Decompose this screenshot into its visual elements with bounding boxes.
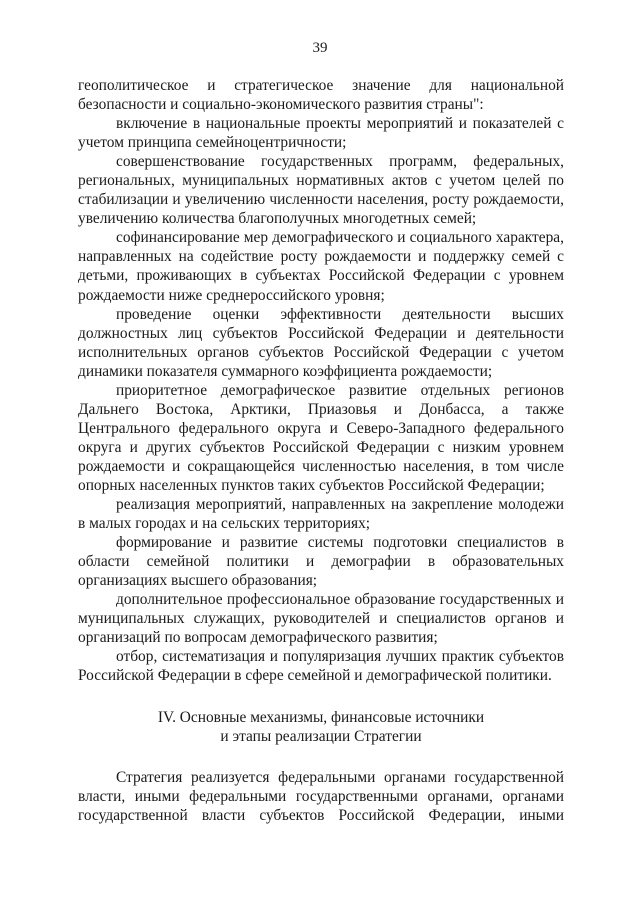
closing-paragraph: Стратегия реализуется федеральными органами государственной власти, иными федеральными государственными органами, органами государственной власти субъектов Российской Федерации, иными [78,769,564,825]
section-heading-line-1: IV. Основные механизмы, финансовые источники [157,709,485,726]
list-item: совершенствование государственных программ, федеральных, региональных, муниципальных нормативных актов с учетом целей по стабилизации и увеличению численности населения, росту рождаемости, увеличению количества благополучных многодетных семей; [78,153,564,228]
list-item: включение в национальные проекты мероприятий и показателей с учетом принципа семейноцентричности; [78,115,564,152]
list-body [78,76,564,686]
section-heading-line-2: и этапы реализации Стратегии [220,728,422,746]
list-item: дополнительное профессиональное образование государственных и муниципальных служащих, руководителей и специалистов органов и организаций по вопросам демографического развития; [78,591,564,647]
section-body [78,768,564,825]
list-item: софинансирование мер демографического и социального характера, направленных на содействие росту рождаемости и поддержку семей с детьми, проживающих в субъектах Российской Федерации с уровнем рождаемости ниже среднероссийского уровня; [78,229,564,304]
list-item: реализация мероприятий, направленных на закрепление молодежи в малых городах и на сельских территориях; [78,496,564,533]
paragraph-continuation: геополитическое и стратегическое значение для национальной безопасности и социально-экономического развития страны": [78,77,564,114]
list-item: проведение оценки эффективности деятельности высших должностных лиц субъектов Российской Федерации и деятельности исполнительных органов субъектов Российской Федерации с учетом динамики показателя суммарного коэффициента рождаемости; [78,305,564,380]
list-item: отбор, систематизация и популяризация лучших практик субъектов Российской Федерации в сфере семейной и демографической политики. [78,648,564,685]
section-heading [78,708,564,746]
list-item: формирование и развитие системы подготовки специалистов в области семейной политики и демографии в образовательных организациях высшего образования; [78,534,564,590]
list-item: приоритетное демографическое развитие отдельных регионов Дальнего Востока, Арктики, Приазовья и Донбасса, а также Центрального федерального округа и Северо-Западного федерального округа и других субъектов Российской Федерации с низким уровнем рождаемости и сокращающейся численностью населения, в том числе опорных населенных пунктов таких субъектов Российской Федерации; [78,381,564,494]
page-number: 39 [312,40,328,56]
